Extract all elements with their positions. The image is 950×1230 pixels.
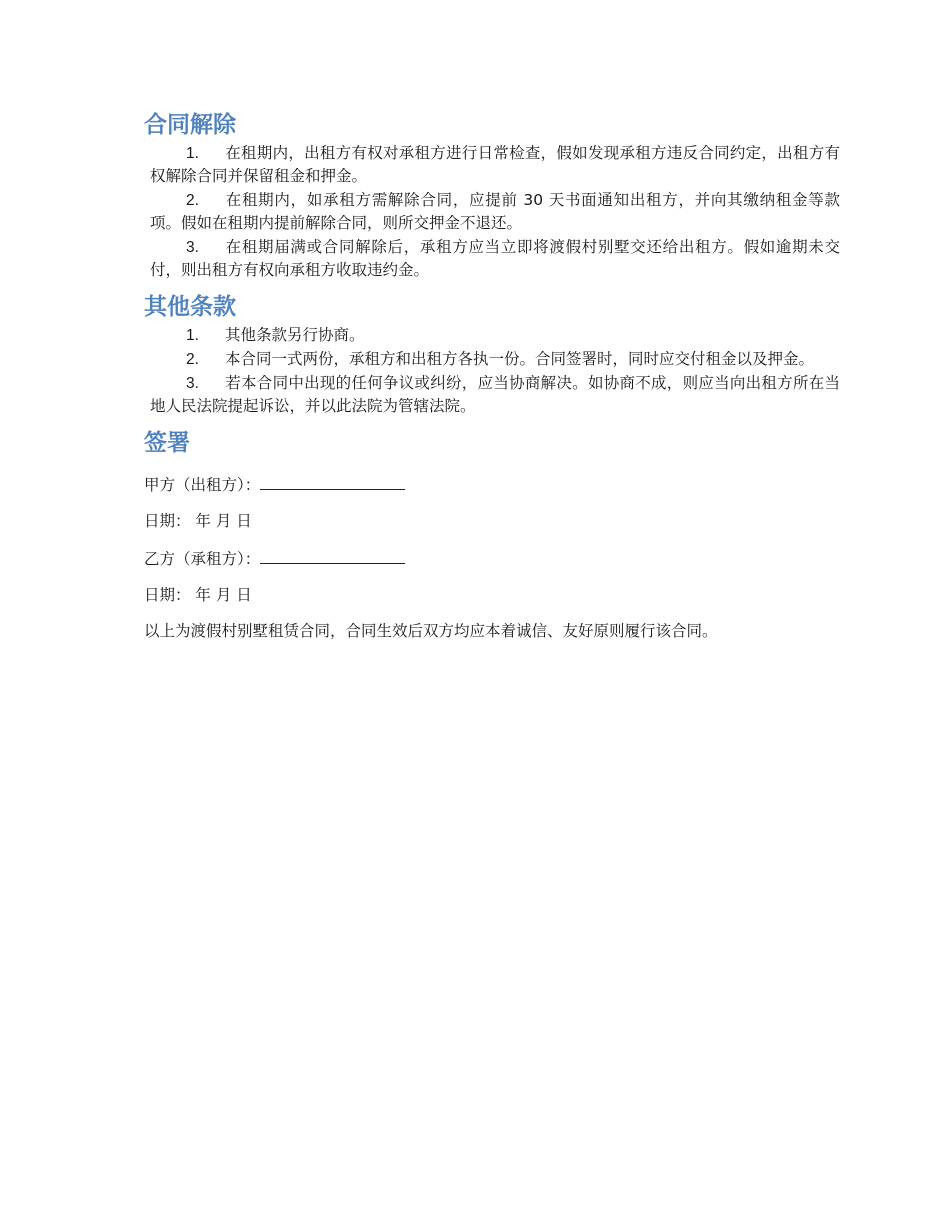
termination-clause-3 [150, 236, 840, 282]
document-page [144, 108, 840, 643]
clause-text: 本合同一式两份，承租方和出租方各执一份。合同签署时，同时应交付租金以及押金。 [225, 350, 815, 368]
party-a-label: 甲方（出租方）： [144, 476, 261, 494]
section-heading-signature: 签署 [144, 430, 190, 456]
clause-number: 2. [186, 351, 199, 368]
party-a-line [144, 472, 840, 497]
party-a-date: 日期： 年 月 日 [144, 512, 252, 530]
termination-clause-2 [150, 189, 840, 235]
clause-text: 在租期届满或合同解除后，承租方应当立即将渡假村别墅交还给出租方。假如逾期未交付，则出租方有权向承租方收取违约金。 [150, 238, 840, 279]
clause-text: 在租期内，如承租方需解除合同，应提前 30 天书面通知出租方，并向其缴纳租金等款项。假如在租期内提前解除合同，则所交押金不退还。 [150, 191, 840, 232]
section-heading-termination: 合同解除 [144, 112, 236, 138]
other-clause-3 [150, 372, 840, 418]
section-heading-other: 其他条款 [144, 294, 236, 320]
other-clause-1 [150, 324, 840, 347]
clause-number: 1. [186, 327, 199, 344]
closing-statement: 以上为渡假村别墅租赁合同，合同生效后双方均应本着诚信、友好原则履行该合同。 [144, 622, 718, 640]
party-b-line [144, 546, 840, 571]
signature-block [144, 472, 840, 643]
clause-text: 若本合同中出现的任何争议或纠纷，应当协商解决。如协商不成，则应当向出租方所在当地人民法院提起诉讼，并以此法院为管辖法院。 [150, 374, 840, 415]
party-a-signature-blank [260, 472, 405, 490]
party-b-date: 日期： 年 月 日 [144, 586, 252, 604]
clause-number: 3. [186, 239, 199, 256]
termination-clause-1 [150, 142, 840, 188]
clause-number: 1. [186, 145, 199, 162]
party-b-signature-blank [260, 546, 405, 564]
other-clause-2 [150, 348, 840, 371]
clause-text: 在租期内，出租方有权对承租方进行日常检查，假如发现承租方违反合同约定，出租方有权解除合同并保留租金和押金。 [150, 144, 840, 185]
party-b-label: 乙方（承租方）： [144, 550, 261, 568]
clause-number: 3. [186, 375, 199, 392]
clause-number: 2. [186, 192, 199, 209]
clause-text: 其他条款另行协商。 [225, 326, 365, 344]
